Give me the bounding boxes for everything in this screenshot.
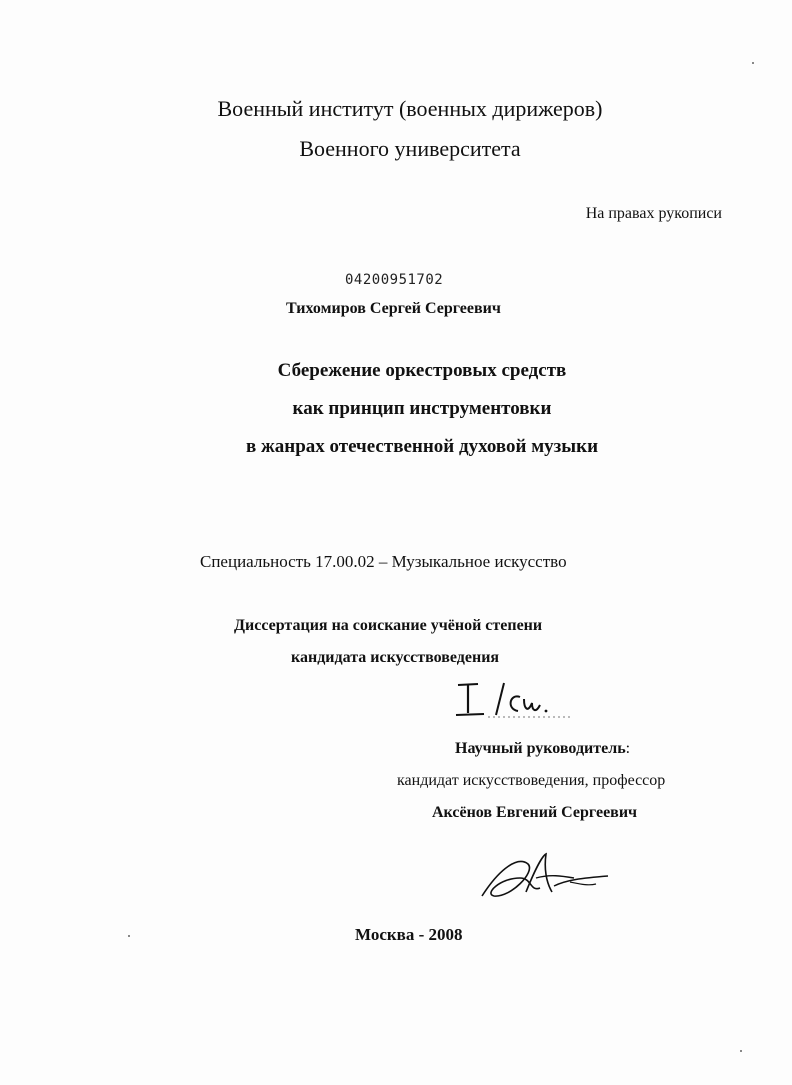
author-name: Тихомиров Сергей Сергеевич	[286, 300, 501, 317]
handwritten-mark-icon	[448, 675, 578, 725]
dissertation-line-2: кандидата искусствоведения	[291, 649, 500, 666]
scan-speck	[752, 62, 754, 64]
title-line-3: в жанрах отечественной духовой музыки	[245, 436, 599, 457]
specialty: Специальность 17.00.02 – Музыкальное искусство	[200, 552, 567, 571]
supervisor-name: Аксёнов Евгений Сергеевич	[432, 804, 638, 821]
supervisor-title: кандидат искусствоведения, профессор	[397, 772, 666, 789]
city-year: Москва - 2008	[355, 925, 463, 944]
signature-icon	[470, 848, 620, 908]
catalog-code: 04200951702	[345, 272, 444, 288]
supervisor-label-text: Научный руководитель	[455, 740, 626, 757]
title-line-2: как принцип инструментовки	[292, 398, 552, 419]
scan-speck	[128, 935, 130, 937]
manuscript-note: На правах рукописи	[585, 205, 722, 222]
title-line-1: Сбережение оркестровых средств	[277, 360, 567, 381]
dissertation-line-1: Диссертация на соискание учёной степени	[234, 617, 543, 634]
scan-speck	[740, 1050, 742, 1052]
supervisor-label-colon: :	[625, 740, 631, 757]
institution-line-1: Военный институт (военных дирижеров)	[217, 96, 603, 121]
supervisor-label	[455, 740, 630, 758]
institution-line-2: Военного университета	[299, 136, 521, 161]
